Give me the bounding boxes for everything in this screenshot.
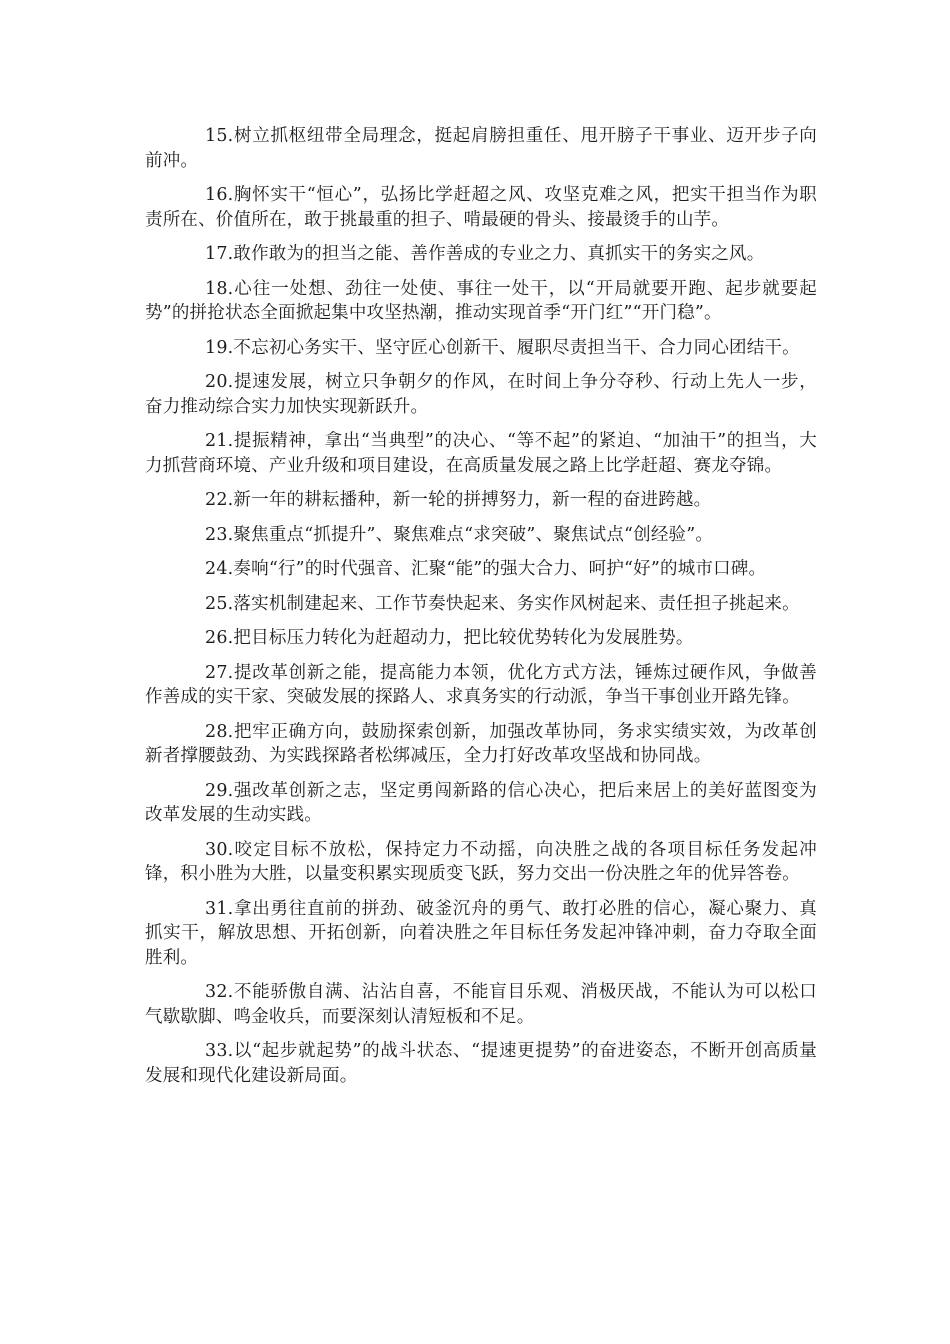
document-body — [145, 124, 817, 1098]
paragraph-15: 15.树立抓枢纽带全局理念，挺起肩膀担重任、甩开膀子干事业、迈开步子向前冲。 — [145, 126, 817, 171]
paragraph-17: 17.敢作敢为的担当之能、善作善成的专业之力、真抓实干的务实之风。 — [205, 244, 765, 264]
paragraph-19: 19.不忘初心务实干、坚守匠心创新干、履职尽责担当干、合力同心团结干。 — [205, 337, 800, 358]
paragraph-24: 24.奏响“行”的时代强音、汇聚“能”的强大合力、呵护“好”的城市口碑。 — [205, 559, 767, 579]
paragraph-25: 25.落实机制建起来、工作节奏快起来、务实作风树起来、责任担子挑起来。 — [205, 593, 800, 614]
paragraph-22: 22.新一年的耕耘播种，新一轮的拼搏努力，新一程的奋进跨越。 — [205, 490, 712, 510]
paragraph-33: 33.以“起步就起势”的战斗状态、“提速更提势”的奋进姿态，不断开创高质量发展和现代化建设新局面。 — [145, 1041, 817, 1086]
paragraph-16: 16.胸怀实干“恒心”，弘扬比学赶超之风、攻坚克难之风，把实干担当作为职责所在、价值所在，敢于挑最重的担子、啃最硬的骨头、接最烫手的山芋。 — [145, 185, 817, 230]
paragraph-32: 32.不能骄傲自满、沾沾自喜，不能盲目乐观、消极厌战，不能认为可以松口气歇歇脚、鸣金收兵，而要深刻认清短板和不足。 — [145, 982, 817, 1027]
paragraph-26: 26.把目标压力转化为赶超动力，把比较优势转化为发展胜势。 — [205, 628, 694, 648]
paragraph-18: 18.心往一处想、劲往一处使、事往一处干，以“开局就要开跑、起步就要起势”的拼抢状态全面掀起集中攻坚热潮，推动实现首季“开门红”“开门稳”。 — [145, 278, 817, 323]
paragraph-28: 28.把牢正确方向，鼓励探索创新，加强改革协同，务求实绩实效，为改革创新者撑腰鼓劲、为实践探路者松绑减压，全力打好改革攻坚战和协同战。 — [145, 721, 817, 766]
paragraph-29: 29.强改革创新之志，坚定勇闯新路的信心决心，把后来居上的美好蓝图变为改革发展的生动实践。 — [145, 780, 817, 825]
paragraph-23: 23.聚焦重点“抓提升”、聚焦难点“求突破”、聚焦试点“创经验”。 — [205, 524, 714, 545]
paragraph-31: 31.拿出勇往直前的拼劲、破釜沉舟的勇气、敢打必胜的信心，凝心聚力、真抓实干，解放思想、开拓创新，向着决胜之年目标任务发起冲锋冲刺，奋力夺取全面胜利。 — [145, 898, 817, 968]
paragraph-20: 20.提速发展，树立只争朝夕的作风，在时间上争分夺秒、行动上先人一步，奋力推动综合实力加快实现新跃升。 — [145, 372, 817, 417]
paragraph-21: 21.提振精神，拿出“当典型”的决心、“等不起”的紧迫、“加油干”的担当，大力抓营商环境、产业升级和项目建设，在高质量发展之路上比学赶超、赛龙夺锦。 — [145, 431, 817, 476]
paragraph-27: 27.提改革创新之能，提高能力本领，优化方式方法，锤炼过硬作风，争做善作善成的实干家、突破发展的探路人、求真务实的行动派，争当干事创业开路先锋。 — [145, 662, 817, 707]
paragraph-30: 30.咬定目标不放松，保持定力不动摇，向决胜之战的各项目标任务发起冲锋，积小胜为大胜，以量变积累实现质变飞跃，努力交出一份决胜之年的优异答卷。 — [145, 839, 817, 884]
